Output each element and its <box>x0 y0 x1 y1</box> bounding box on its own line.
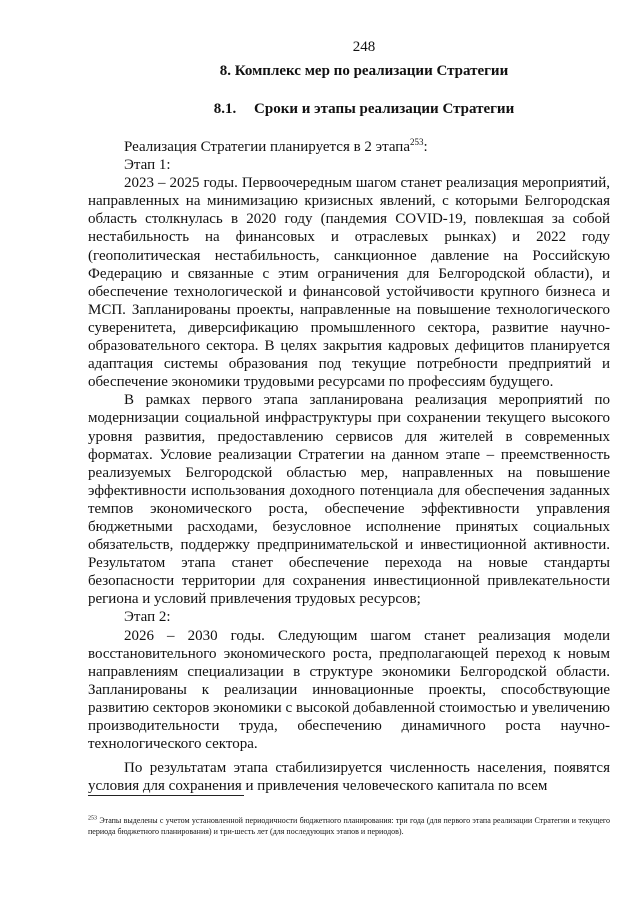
subsection-number: 8.1. <box>213 101 237 117</box>
footnote-text: Этапы выделены с учетом установленной периодичности бюджетного планирования: три года (для первого этапа реализации Стратегии и текущего периода бюджетного планирования) и три-шесть лет (для последующих этапов и периодов). <box>88 816 611 836</box>
stage2-paragraph: 2026 – 2030 годы. Следующим шагом станет реализация модели восстановительного экономического роста, предполагающей переход к новым направлениям специализации в структуре экономики Белгородской области. Запланированы к реализации инновационные проекты, способствующие развитию секторов экономики с высокой добавленной стоимостью и увеличению производительности труда, обеспечению динамичного роста научно-технологического сектора. <box>88 627 610 753</box>
stage1-paragraph-2: В рамках первого этапа запланирована реализация мероприятий по модернизации социальной инфраструктуры при сохранении текущего высокого уровня развития, предоставлению сервисов для жителей в современных форматах. Условие реализации Стратегии на данном этапе – преемственность реализуемых Белгородской областью мер, направленных на повышение эффективности использования доходного потенциала для обеспечения заданных темпов экономического роста, обеспечение эффективности управления бюджетными расходами, безусловное исполнение принятых социальных обязательств, поддержку предпринимательской и инвестиционной активности. Результатом этапа станет обеспечение перехода на новые стандарты безопасности территории для сохранения инвестиционной привлекательности региона и условий привлечения трудовых ресурсов; <box>88 392 610 608</box>
footnote-divider <box>88 795 244 796</box>
stage1-paragraph: 2023 – 2025 годы. Первоочередным шагом станет реализация мероприятий, направленных на минимизацию кризисных явлений, с которыми Белгородская область столкнулась в 2020 году (пандемия COVID-19, повлекшая за собой нестабильность на финансовых и отраслевых рынках) и 2022 году (геополитическая нестабильность, санкционное давление на Российскую Федерацию и связанные с этим ограничения для Белгородской области), и обеспечение технологической и финансовой устойчивости крупного бизнеса и МСП. Запланированы проекты, направленные на повышение технологического суверенитета, диверсификацию промышленного сектора, развитие научно-образовательного сектора. В целях закрытия кадровых дефицитов планируется адаптация системы образования под текущие потребности предприятий и обеспечение экономики трудовыми ресурсами по профессиям будущего. <box>88 175 610 391</box>
stage2-paragraph-2: По результатам этапа стабилизируется численность населения, появятся условия для сохранения и привлечения человеческого капитала по всем <box>88 760 610 795</box>
page-number: 248 <box>352 39 376 55</box>
section-title: 8. Комплекс мер по реализации Стратегии <box>219 63 509 79</box>
footnote <box>88 815 610 837</box>
intro-paragraph <box>88 138 610 156</box>
subsection-title: Сроки и этапы реализации Стратегии <box>254 101 515 117</box>
intro-text: Реализация Стратегии планируется в 2 этапа <box>124 139 410 155</box>
footnote-number: 253 <box>88 815 97 822</box>
subsection-heading <box>88 100 610 118</box>
intro-colon: : <box>423 139 428 155</box>
footnote-reference[interactable]: 253 <box>410 137 424 147</box>
body-text <box>88 138 610 795</box>
stage1-label: Этап 1: <box>124 157 171 174</box>
stage2-label: Этап 2: <box>124 609 171 626</box>
